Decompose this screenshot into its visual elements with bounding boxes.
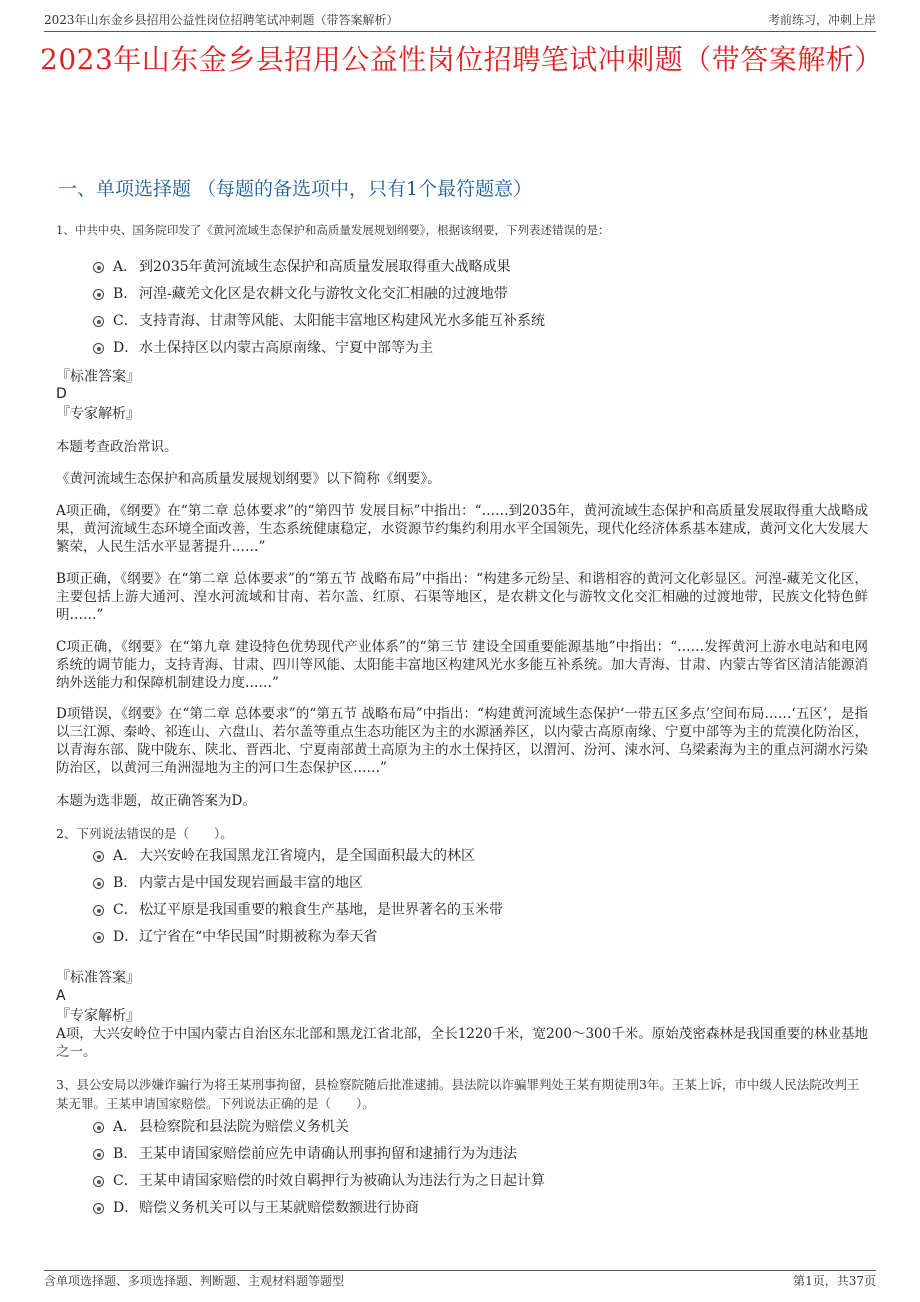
radio-icon[interactable]: [93, 905, 104, 916]
option-c[interactable]: C．支持青海、甘肃等风能、太阳能丰富地区构建风光水多能互补系统: [93, 310, 545, 337]
radio-icon[interactable]: [93, 851, 104, 862]
running-header: [44, 11, 876, 32]
document-title: 2023年山东金乡县招用公益性岗位招聘笔试冲刺题（带答案解析）: [40, 43, 883, 76]
answer-label: 『标准答案』: [56, 369, 140, 385]
question-3-options: [93, 1116, 545, 1224]
header-doc-title: 2023年山东金乡县招用公益性岗位招聘笔试冲刺题（带答案解析）: [44, 13, 399, 27]
question-2-options: [93, 845, 503, 953]
radio-icon[interactable]: [93, 878, 104, 889]
analysis-paragraph: A项，大兴安岭位于中国内蒙古自治区东北部和黑龙江省北部，全长1220千米，宽200～300千米。原始茂密森林是我国重要的林业基地之一。: [56, 1026, 868, 1060]
analysis-paragraph: 本题为选非题，故正确答案为D。: [56, 793, 256, 809]
option-a[interactable]: A． 大兴安岭在我国黑龙江省境内，是全国面积最大的林区: [93, 845, 503, 872]
option-d[interactable]: D．辽宁省在“中华民国”时期被称为奉天省: [93, 926, 503, 953]
footer-question-types: 含单项选择题、多项选择题、判断题、主观材料题等题型: [44, 1274, 345, 1288]
analysis-label: 『专家解析』: [56, 406, 140, 422]
radio-icon[interactable]: [93, 289, 104, 300]
option-d[interactable]: D．赔偿义务机关可以与王某就赔偿数额进行协商: [93, 1197, 545, 1224]
page-number: 第1页，共37页: [793, 1274, 876, 1288]
page-footer: [44, 1270, 876, 1291]
question-2-text: 2、下列说法错误的是（ ）。: [56, 826, 233, 841]
analysis-paragraph: B项正确，《纲要》在“第二章 总体要求”的“第五节 战略布局”中指出：“构建多元纷呈、和谐相容的黄河文化彰显区。河湟-藏羌文化区，主要包括上游大通河、湟水河流域和甘南、若尔盖、红原、石渠等地区，是农耕文化与游牧文化交汇相融的过渡地带，民族文化特色鲜明……”: [56, 571, 868, 623]
analysis-paragraph: D项错误，《纲要》在“第二章 总体要求”的“第五节 战略布局”中指出：“构建黄河流域生态保护‘一带五区多点’空间布局……‘五区’，是指以三江源、秦岭、祁连山、六盘山、若尔盖等重点生态功能区为主的水源涵养区，以内蒙古高原南缘、宁夏中部等为主的荒漠化防治区，以青海东部、陇中陇东、陕北、晋西北、宁夏南部黄土高原为主的水土保持区，以渭河、汾河、涑水河、乌梁素海为主的重点河湖水污染防治区，以黄河三角洲湿地为主的河口生态保护区……”: [56, 706, 868, 776]
question-1-text: 1、中共中央、国务院印发了《黄河流域生态保护和高质量发展规划纲要》，根据该纲要，下列表述错误的是：: [56, 223, 610, 237]
radio-icon[interactable]: [93, 316, 104, 327]
analysis-paragraph: A项正确，《纲要》在“第二章 总体要求”的“第四节 发展目标”中指出：“……到2035年，黄河流域生态保护和高质量发展取得重大战略成果，黄河流域生态环境全面改善，生态系统健康稳定，水资源节约集约利用水平全国领先，现代化经济体系基本建成，黄河文化大发展大繁荣，人民生活水平显著提升……”: [56, 503, 868, 555]
option-a[interactable]: A． 到2035年黄河流域生态保护和高质量发展取得重大战略成果: [93, 256, 545, 283]
radio-icon[interactable]: [93, 1203, 104, 1214]
radio-icon[interactable]: [93, 1149, 104, 1160]
question-1-options: [93, 256, 545, 364]
question-3-text: 3、县公安局以涉嫌诈骗行为将王某刑事拘留，县检察院随后批准逮捕。县法院以诈骗罪判处王某有期徒刑3年。王某上诉，市中级人民法院改判王某无罪。王某申请国家赔偿。下列说法正确的是（ ）。: [56, 1077, 860, 1111]
radio-icon[interactable]: [93, 1176, 104, 1187]
option-c[interactable]: C．王某申请国家赔偿的时效自羁押行为被确认为违法行为之日起计算: [93, 1170, 545, 1197]
radio-icon[interactable]: [93, 932, 104, 943]
analysis-paragraph: C项正确，《纲要》在“第九章 建设特色优势现代产业体系”的“第三节 建设全国重要能源基地”中指出：“……发挥黄河上游水电站和电网系统的调节能力，支持青海、甘肃、四川等风能、太阳能丰富地区构建风光水多能互补系统。加大青海、甘肃、内蒙古等省区清洁能源消纳外送能力和保障机制建设力度……”: [56, 639, 868, 691]
header-slogan: 考前练习，冲刺上岸: [767, 13, 876, 27]
section-heading: 一、单项选择题 （每题的备选项中，只有1个最符题意）: [58, 178, 533, 200]
answer-value: A: [56, 988, 66, 1004]
radio-icon[interactable]: [93, 262, 104, 273]
analysis-paragraph: 本题考查政治常识。: [56, 439, 178, 455]
answer-value: D: [56, 386, 67, 402]
option-b[interactable]: B. 河湟-藏羌文化区是农耕文化与游牧文化交汇相融的过渡地带: [93, 283, 545, 310]
radio-icon[interactable]: [93, 1122, 104, 1133]
option-b[interactable]: B. 王某申请国家赔偿前应先申请确认刑事拘留和逮捕行为为违法: [93, 1143, 545, 1170]
option-c[interactable]: C．松辽平原是我国重要的粮食生产基地，是世界著名的玉米带: [93, 899, 503, 926]
radio-icon[interactable]: [93, 343, 104, 354]
option-b[interactable]: B. 内蒙古是中国发现岩画最丰富的地区: [93, 872, 503, 899]
option-a[interactable]: A． 县检察院和县法院为赔偿义务机关: [93, 1116, 545, 1143]
option-d[interactable]: D．水土保持区以内蒙古高原南缘、宁夏中部等为主: [93, 337, 545, 364]
analysis-paragraph: 《黄河流域生态保护和高质量发展规划纲要》以下简称《纲要》。: [56, 471, 441, 487]
answer-label: 『标准答案』: [56, 970, 140, 986]
analysis-label: 『专家解析』: [56, 1008, 140, 1024]
